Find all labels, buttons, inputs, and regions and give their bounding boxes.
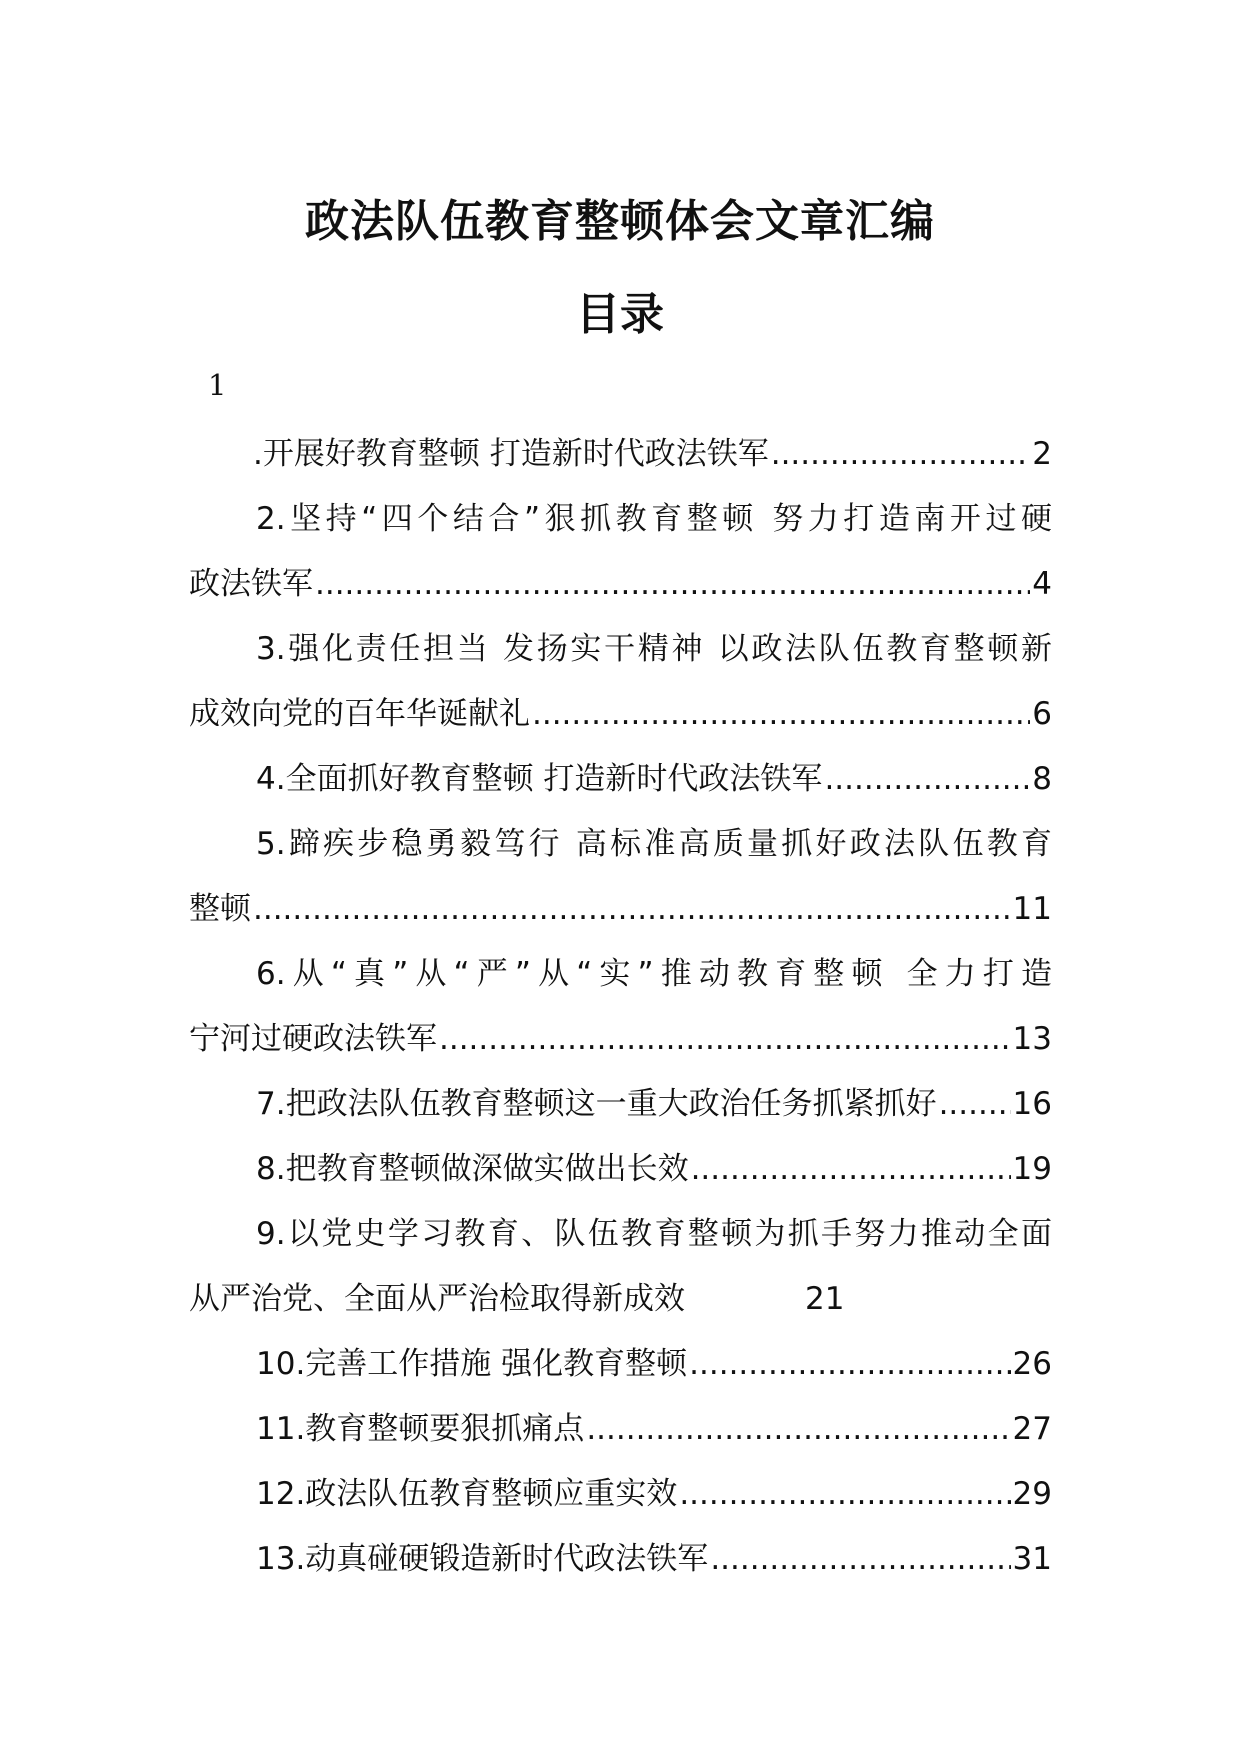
toc-entry-title: 从严治党、全面从严治检取得新成效 — [189, 1281, 685, 1317]
dot-leader — [689, 1332, 1010, 1397]
toc-page-number: 8 — [1032, 761, 1052, 797]
toc-entry-12[interactable] — [189, 1462, 1052, 1527]
toc-page-number: 2 — [1032, 436, 1052, 472]
toc-page-number: 11 — [1012, 891, 1052, 927]
dot-leader — [253, 877, 1011, 942]
toc-entry-title: 11.教育整顿要狠抓痛点 — [256, 1411, 585, 1447]
dot-leader — [532, 682, 1030, 747]
dot-leader — [771, 422, 1031, 487]
toc-entry-title: 政法铁军 — [189, 566, 313, 602]
dot-leader — [824, 747, 1030, 812]
toc-entry-2[interactable] — [189, 487, 1052, 552]
table-of-contents — [189, 422, 1052, 1592]
toc-entry-13[interactable] — [189, 1527, 1052, 1592]
toc-entry-10[interactable] — [189, 1332, 1052, 1397]
toc-entry-4[interactable] — [189, 747, 1052, 812]
toc-entry-3[interactable] — [189, 617, 1052, 682]
toc-entry-title: .开展好教育整顿 打造新时代政法铁军 — [253, 436, 769, 472]
toc-page-number: 21 — [805, 1281, 845, 1317]
toc-entry-title: 10.完善工作措施 强化教育整顿 — [256, 1346, 688, 1382]
toc-entry-title: 4.全面抓好教育整顿 打造新时代政法铁军 — [256, 761, 823, 797]
dot-leader — [691, 1137, 1011, 1202]
toc-heading: 目录 — [576, 289, 664, 340]
dot-leader — [315, 552, 1030, 617]
toc-page-number: 6 — [1032, 696, 1052, 732]
dot-leader — [710, 1527, 1010, 1592]
toc-entry-7[interactable] — [189, 1072, 1052, 1137]
toc-page-number: 4 — [1032, 566, 1052, 602]
toc-entry-9[interactable] — [189, 1202, 1052, 1267]
toc-entry-title: 整顿 — [189, 891, 251, 927]
dot-leader — [586, 1397, 1010, 1462]
toc-page-number: 27 — [1012, 1411, 1052, 1447]
toc-page-number: 19 — [1012, 1151, 1052, 1187]
toc-entry-title: 9.以党史学习教育、队伍教育整顿为抓手努力推动全面 — [256, 1216, 1052, 1252]
document-title: 政法队伍教育整顿体会文章汇编 — [305, 196, 935, 247]
toc-entry-title: 6.从“真”从“严”从“实”推动教育整顿 全力打造 — [256, 956, 1052, 992]
toc-entry-title: 宁河过硬政法铁军 — [189, 1021, 437, 1057]
toc-entry-title: 8.把教育整顿做深做实做出长效 — [256, 1151, 689, 1187]
toc-entry-2-continued[interactable] — [189, 552, 1052, 617]
toc-entry-title: 7.把政法队伍教育整顿这一重大政治任务抓紧抓好 — [256, 1086, 937, 1122]
toc-entry-5-continued[interactable] — [189, 877, 1052, 942]
dot-leader — [679, 1462, 1010, 1527]
toc-entry-title: 12.政法队伍教育整顿应重实效 — [256, 1476, 678, 1512]
toc-entry-title: 5.蹄疾步稳勇毅笃行 高标准高质量抓好政法队伍教育 — [256, 826, 1052, 862]
toc-entry-8[interactable] — [189, 1137, 1052, 1202]
toc-entry-5[interactable] — [189, 812, 1052, 877]
toc-page-number: 16 — [1012, 1086, 1052, 1122]
toc-entry-11[interactable] — [189, 1397, 1052, 1462]
toc-entry-title: 3.强化责任担当 发扬实干精神 以政法队伍教育整顿新 — [256, 631, 1052, 667]
dot-leader — [439, 1007, 1011, 1072]
toc-entry-6[interactable] — [189, 942, 1052, 1007]
toc-entry-1[interactable] — [189, 422, 1052, 487]
toc-page-number: 13 — [1012, 1021, 1052, 1057]
footnote-marker: 1 — [208, 368, 227, 402]
toc-entry-title: 2.坚持“四个结合”狠抓教育整顿 努力打造南开过硬 — [256, 501, 1052, 537]
toc-entry-3-continued[interactable] — [189, 682, 1052, 747]
toc-entry-title: 成效向党的百年华诞献礼 — [189, 696, 530, 732]
toc-page-number: 29 — [1012, 1476, 1052, 1512]
toc-page-number: 26 — [1012, 1346, 1052, 1382]
toc-entry-6-continued[interactable] — [189, 1007, 1052, 1072]
toc-page-number: 31 — [1012, 1541, 1052, 1577]
dot-leader — [939, 1072, 1011, 1137]
toc-entry-title: 13.动真碰硬锻造新时代政法铁军 — [256, 1541, 709, 1577]
toc-entry-9-continued[interactable] — [189, 1267, 1052, 1332]
